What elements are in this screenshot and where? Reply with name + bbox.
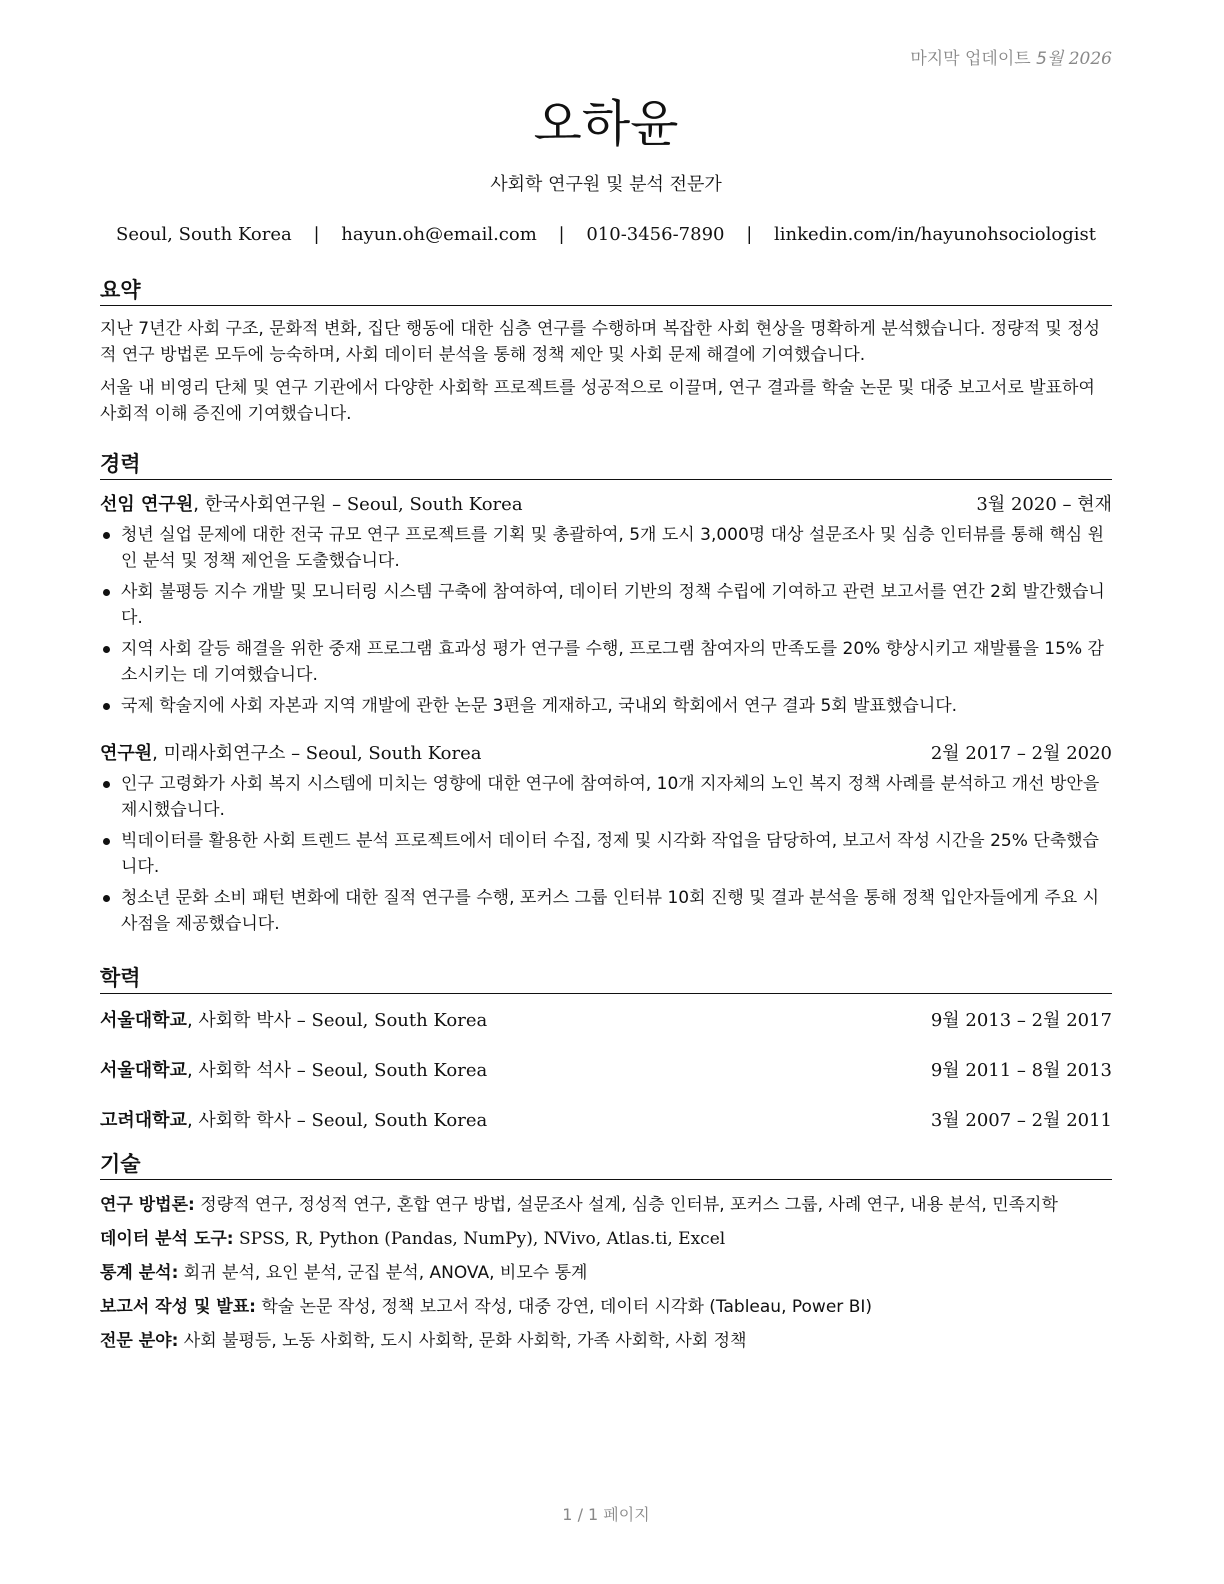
summary-paragraph: 지난 7년간 사회 구조, 문화적 변화, 집단 행동에 대한 심층 연구를 수행하며 복잡한 사회 현상을 명확하게 분석했습니다. 정량적 및 정성적 연구 방법론 모두에 능숙하며, 사회 데이터 분석을 통해 정책 제안 및 사회 문제 해결에 기여했습니다. [100, 319, 1101, 365]
skills-heading: 기술 [100, 1151, 1112, 1180]
contact-separator: | [313, 224, 320, 245]
skills-list [100, 1192, 1112, 1354]
education-dates: 9월 2013 – 2월 2017 [930, 1010, 1112, 1031]
education-location: – Seoul, South Korea [291, 1110, 488, 1131]
contact-email[interactable]: hayun.oh@email.com [341, 224, 537, 245]
education-entry [100, 1008, 1112, 1034]
job-bullet: 지역 사회 갈등 해결을 위한 중재 프로그램 효과성 평가 연구를 수행, 프로그램 참여자의 만족도를 20% 향상시키고 재발률을 15% 감소시키는 데 기여했습니다. [100, 636, 1112, 688]
job-bullet: 청년 실업 문제에 대한 전국 규모 연구 프로젝트를 기획 및 총괄하여, 5개 도시 3,000명 대상 설문조사 및 심층 인터뷰를 통해 핵심 원인 분석 및 정책 제언을 도출했습니다. [100, 522, 1112, 574]
candidate-name: 오하윤 [533, 95, 679, 153]
education-degree: , 사회학 박사 [186, 1010, 292, 1031]
last-updated-month: 5월 [1036, 49, 1064, 69]
skill-value: 정량적 연구, 정성적 연구, 혼합 연구 방법, 설문조사 설계, 심층 인터뷰, 포커스 그룹, 사례 연구, 내용 분석, 민족지학 [194, 1195, 1058, 1215]
skill-value: 회귀 분석, 요인 분석, 군집 분석, ANOVA, 비모수 통계 [178, 1263, 588, 1283]
job-dates: 3월 2020 – 현재 [976, 494, 1112, 515]
contact-phone: 010-3456-7890 [586, 224, 725, 245]
job-entry [100, 741, 1112, 937]
job-location: – Seoul, South Korea [285, 743, 482, 764]
job-title: 선임 연구원 [100, 494, 194, 515]
skill-value: SPSS, R, Python (Pandas, NumPy), NVivo, Atlas.ti, Excel [233, 1229, 726, 1249]
job-header [100, 741, 1112, 767]
education-entry [100, 1108, 1112, 1134]
education-dates: 3월 2007 – 2월 2011 [930, 1110, 1112, 1131]
education-entry [100, 1058, 1112, 1084]
experience-section [100, 451, 1112, 942]
education-school: 고려대학교 [100, 1110, 187, 1131]
job-dates: 2월 2017 – 2월 2020 [930, 743, 1112, 764]
education-heading: 학력 [100, 965, 1112, 994]
skill-label: 연구 방법론: [100, 1195, 195, 1215]
job-entry [100, 492, 1112, 719]
skill-label: 보고서 작성 및 발표: [100, 1297, 256, 1317]
job-bullet: 국제 학술지에 사회 자본과 지역 개발에 관한 논문 3편을 게재하고, 국내외 학회에서 연구 결과 5회 발표했습니다. [100, 693, 1112, 719]
contact-line [100, 224, 1112, 245]
summary-section [100, 277, 1112, 427]
resume-page [100, 0, 1112, 1584]
skills-section [100, 1151, 1112, 1362]
summary-paragraph: 서울 내 비영리 단체 및 연구 기관에서 다양한 사회학 프로젝트를 성공적으로 이끌며, 연구 결과를 학술 논문 및 대중 보고서로 발표하여 사회적 이해 증진에 기여했습니다. [100, 378, 1095, 424]
education-degree: , 사회학 학사 [186, 1110, 292, 1131]
skill-item [100, 1192, 1112, 1218]
job-title: 연구원 [100, 743, 153, 764]
skill-label: 전문 분야: [100, 1331, 179, 1351]
job-bullets [100, 522, 1112, 719]
job-bullet: 빅데이터를 활용한 사회 트렌드 분석 프로젝트에서 데이터 수집, 정제 및 시각화 작업을 담당하여, 보고서 작성 시간을 25% 단축했습니다. [100, 828, 1112, 880]
skill-item [100, 1294, 1112, 1320]
job-org: , 한국사회연구원 [193, 494, 327, 515]
job-bullet: 인구 고령화가 사회 복지 시스템에 미치는 영향에 대한 연구에 참여하여, 10개 지자체의 노인 복지 정책 사례를 분석하고 개선 방안을 제시했습니다. [100, 771, 1112, 823]
education-school: 서울대학교 [100, 1060, 187, 1081]
education-school: 서울대학교 [100, 1010, 187, 1031]
contact-separator: | [746, 224, 753, 245]
job-bullet: 사회 불평등 지수 개발 및 모니터링 시스템 구축에 참여하여, 데이터 기반의 정책 수립에 기여하고 관련 보고서를 연간 2회 발간했습니다. [100, 579, 1112, 631]
skill-value: 학술 논문 작성, 정책 보고서 작성, 대중 강연, 데이터 시각화 (Tableau, Power BI) [255, 1297, 872, 1317]
skill-label: 데이터 분석 도구: [100, 1229, 234, 1249]
page-indicator: 1 / 1 페이지 [562, 1505, 650, 1524]
job-bullets [100, 771, 1112, 937]
last-updated-label: 마지막 업데이트 [910, 49, 1031, 69]
job-header [100, 492, 1112, 518]
skill-item [100, 1328, 1112, 1354]
education-degree: , 사회학 석사 [186, 1060, 292, 1081]
education-dates: 9월 2011 – 8월 2013 [930, 1060, 1112, 1081]
skill-label: 통계 분석: [100, 1263, 179, 1283]
job-org: , 미래사회연구소 [152, 743, 286, 764]
last-updated [910, 44, 1112, 69]
contact-linkedin[interactable]: linkedin.com/in/hayunohsociologist [774, 224, 1096, 245]
skill-value: 사회 불평등, 노동 사회학, 도시 사회학, 문화 사회학, 가족 사회학, 사회 정책 [178, 1331, 747, 1351]
education-location: – Seoul, South Korea [291, 1010, 488, 1031]
contact-location: Seoul, South Korea [116, 224, 292, 245]
contact-separator: | [558, 224, 565, 245]
education-location: – Seoul, South Korea [291, 1060, 488, 1081]
candidate-tagline: 사회학 연구원 및 분석 전문가 [490, 174, 722, 195]
education-section [100, 965, 1112, 1134]
job-bullet: 청소년 문화 소비 패턴 변화에 대한 질적 연구를 수행, 포커스 그룹 인터뷰 10회 진행 및 결과 분석을 통해 정책 입안자들에게 주요 시사점을 제공했습니다. [100, 885, 1112, 937]
last-updated-year: 2026 [1068, 49, 1112, 69]
skill-item [100, 1260, 1112, 1286]
skill-item [100, 1226, 1112, 1252]
experience-heading: 경력 [100, 451, 1112, 480]
job-location: – Seoul, South Korea [326, 494, 523, 515]
summary-heading: 요약 [100, 277, 1112, 306]
